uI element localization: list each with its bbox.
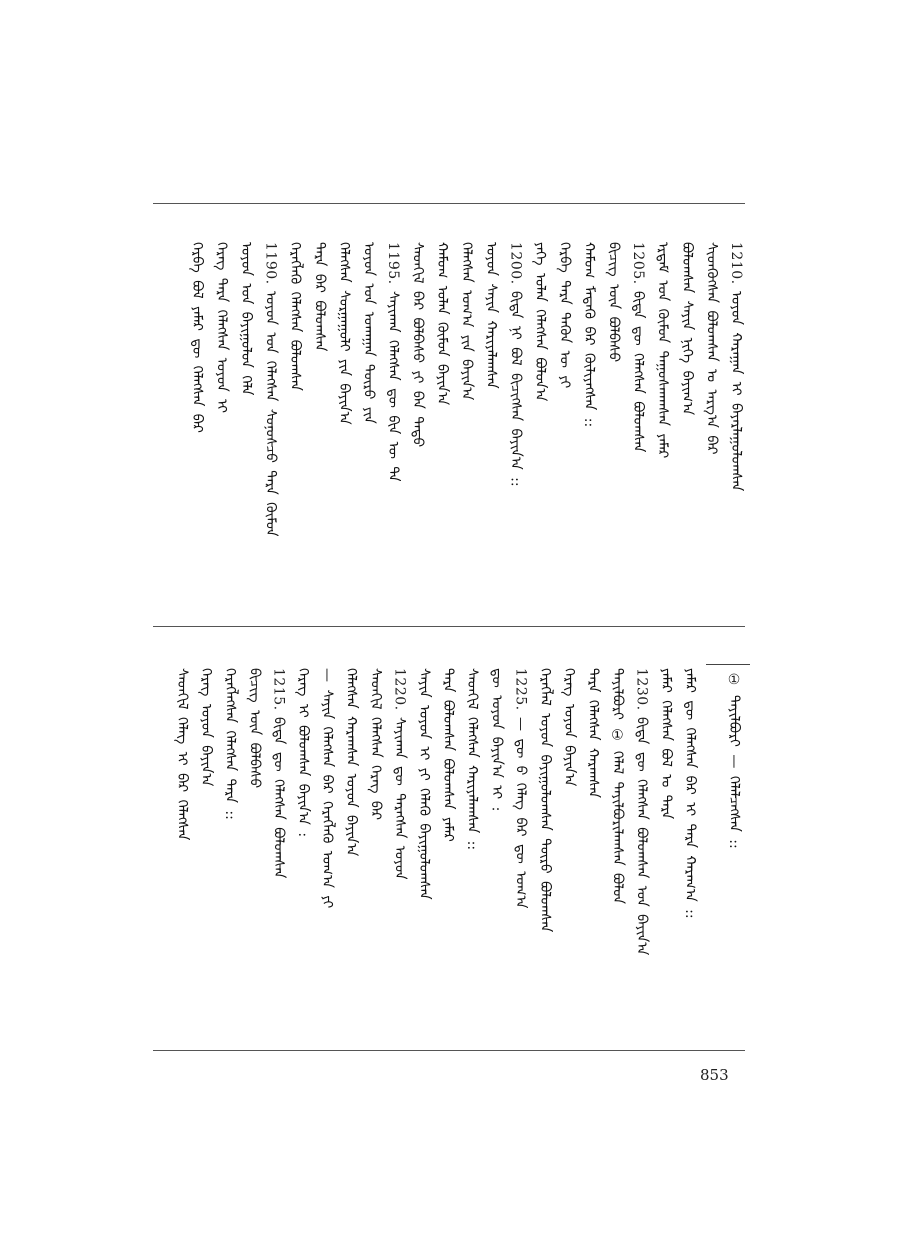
- verse-line: [457, 242, 477, 400]
- verse-text: ᠰᠡᠳᠬᠢᠯ ᠬᠡᠯᠡᠭᠰᠡᠨ ᠬᠡᠷᠡᠭ ᠪᠠᠷ: [367, 668, 384, 821]
- top-rule: [153, 203, 745, 204]
- verse-line: [506, 242, 526, 486]
- verse-line: [196, 668, 216, 786]
- verse-line: [293, 668, 313, 837]
- verse-line: [511, 668, 531, 908]
- verse-line: [656, 668, 676, 819]
- line-number: 1225.: [512, 668, 529, 711]
- verse-text: ᠲᠡᠷᠡ ᠬᠡᠯᠡᠭᠰᠡᠨ ᠬᠠᠷᠠᠭᠰᠠᠨ: [585, 668, 602, 799]
- verse-text: ᠪᠢᠳᠡ ᠳᠦ ᠬᠡᠯᠡᠭᠰᠡᠨ ᠪᠣᠯᠤᠭᠰᠠᠨ: [270, 716, 287, 878]
- verse-line: [607, 668, 627, 904]
- line-number: 1205.: [630, 242, 646, 285]
- footnote-marker: ①: [726, 672, 742, 689]
- verse-text: ᠪᠢᠳᠡ ᠨᠢ ᠪᠣᠯ ᠪᠢᠴᠢᠭᠰᠡᠨ ᠪᠠᠶᠢᠨ᠎ᠠ ::: [507, 290, 524, 487]
- verse-text: ᠪᠢᠴᠢᠭ ᠦᠨ ᠪᠣᠯᠪᠠᠰᠤ: [605, 242, 622, 363]
- verse-line: [432, 242, 452, 405]
- verse-text: ᠬᠡᠷᠡᠭ ᠢ ᠪᠣᠯᠤᠭᠰᠠᠨ ᠪᠠᠶᠢᠨ᠎ᠠ :: [294, 668, 311, 838]
- verse-text: ᠬᠡᠷᠪᠡ ᠪᠣᠯ ᠶᠠᠮᠠᠷ ᠳᠦ ᠬᠡᠯᠡᠭᠰᠡᠨ ᠪᠠᠷ: [189, 242, 205, 433]
- middle-rule: [153, 626, 745, 627]
- verse-text: ᠳᠦ ᠣᠶᠤᠨ ᠪᠠᠶᠢᠨ᠎ᠠ ᠢ :: [488, 668, 505, 812]
- verse-line: [486, 668, 506, 811]
- verse-text: ᠰᠢᠳᠬᠦᠭᠰᠡᠨ ᠪᠣᠯᠤᠭᠰᠠᠨ ᠤ ᠠᠷᠭ᠎ᠠ ᠪᠠᠷ: [703, 242, 720, 455]
- verse-line: [680, 668, 700, 919]
- verse-text: ᠣᠶᠤᠨ ᠤᠨ ᠤᠬᠠᠭᠠᠨ ᠲᠦᠷᠦ ᠶᠢᠨ: [360, 242, 377, 424]
- verse-text: ᠪᠢᠴᠢᠭ ᠦᠨ ᠪᠣᠯᠪᠠᠰᠤ: [246, 668, 263, 789]
- verse-line: [438, 668, 458, 842]
- verse-text: ᠬᠡᠷᠡᠭ ᠣᠶᠤᠨ ᠪᠠᠶᠢᠨ᠎ᠠ: [561, 668, 577, 787]
- verse-line: [408, 242, 428, 447]
- verse-text: ᠬᠡᠷᠡᠭᠯᠡᠯ ᠣᠶᠤᠨ ᠪᠠᠶᠢᠭᠤᠯᠤᠭᠰᠠᠨ ᠲᠦᠷᠦ ᠪᠣᠯᠤᠭᠰᠠᠨ: [536, 668, 553, 933]
- verse-line: [555, 242, 575, 388]
- verse-line: [583, 668, 603, 798]
- verse-text: ᠲᠠᠶᠢᠯᠪᠤᠷᠢ ① ᠬᠡᠯᠡᠯ ᠲᠠᠶᠢᠯᠪᠤᠷᠢᠯᠠᠭᠰᠠᠨ ᠪᠣᠯᠤᠨ: [609, 668, 626, 905]
- verse-text: ᠶᠠᠮᠠᠷ ᠬᠡᠯᠡᠭᠰᠡᠨ ᠪᠣᠯ ᠤ ᠲᠡᠷᠡ: [657, 668, 674, 820]
- verse-text: ᠰᠠᠶᠢᠨ ᠣᠶᠤᠨ ᠢ ᠶᠢ ᠬᠡᠯᠡᠬᠦ ᠪᠠᠶᠢᠭᠤᠯᠤᠭᠰᠠᠨ: [415, 668, 432, 900]
- verse-line: [365, 668, 385, 820]
- verse-line: [390, 668, 410, 879]
- verse-text: ᠬᠡᠯᠡᠭᠰᠡᠨ ᠤᠭ᠎ᠠ ᠶᠢᠨ ᠪᠠᠶᠢᠨ᠎ᠠ: [458, 242, 475, 401]
- verse-line: [535, 668, 555, 932]
- verse-text: — ᠰᠠᠶᠢᠨ ᠬᠡᠯᠡᠭᠰᠡᠨ ᠪᠠᠷ ᠬᠡᠷᠡᠭᠯᠡᠬᠦ ᠤᠭ᠎ᠠ ᠶᠢ: [319, 668, 335, 909]
- footnote-text: ᠲᠠᠶᠢᠯᠪᠤᠷᠢ — ᠬᠡᠯᠡᠯᠴᠡᠭᠰᠡᠨ ::: [726, 694, 742, 849]
- verse-text: ᠡᠷᠳᠡᠮ ᠤᠨ ᠬᠦᠮᠦᠨ ᠳᠠᠭᠤᠰᠬᠠᠭᠰᠠᠨ ᠶᠠᠮᠠᠷ: [654, 242, 671, 459]
- verse-line: [628, 242, 648, 452]
- verse-line: [726, 242, 746, 491]
- verse-text: ᠲᠡᠷᠡ ᠪᠠᠷ ᠪᠣᠯᠤᠭᠰᠠᠨ: [311, 242, 328, 352]
- verse-text: ᠪᠣᠯᠤᠭᠰᠠᠨ ᠰᠠᠶᠢᠨ ᠨᠢᠭᠡ ᠪᠠᠶᠢᠭ᠎ᠠ: [679, 242, 695, 416]
- verse-line: [317, 668, 337, 908]
- verse-line: [579, 242, 599, 427]
- verse-text: ᠬᠡᠷᠡᠭᠯᠡᠬᠦ ᠬᠡᠯᠡᠭᠰᠡᠨ ᠪᠣᠯᠤᠭᠰᠠᠨ: [287, 242, 303, 391]
- line-number: 1200.: [507, 242, 524, 285]
- line-number: 1215.: [270, 668, 287, 711]
- verse-text: ᠬᠡᠷᠡᠭ ᠣᠶᠤᠨ ᠪᠠᠶᠢᠨ᠎ᠠ: [198, 668, 214, 787]
- verse-line: [244, 668, 264, 788]
- verse-line: [341, 668, 361, 856]
- verse-text: ᠬᠡᠯᠡᠭᠰᠡᠨ ᠬᠠᠷᠠᠭᠰᠠᠨ ᠣᠶᠤᠨ ᠪᠠᠶᠢᠨ᠎ᠠ: [343, 668, 360, 857]
- verse-line: [261, 242, 281, 536]
- verse-text: ᠰᠡᠳᠬᠢᠯ ᠬᠡᠯᠡᠭ ᠢ ᠪᠠᠷ ᠬᠡᠯᠡᠭᠰᠡᠨ: [173, 668, 190, 841]
- verse-line: [632, 668, 652, 955]
- verse-line: [604, 242, 624, 362]
- verse-text: ᠰᠠᠶᠢᠬᠠᠨ ᠬᠡᠯᠡᠭᠰᠡᠨ ᠳᠦ ᠪᠢᠨ ᠦ ᠲᠡ: [385, 290, 401, 482]
- verse-line: [220, 668, 240, 820]
- verse-text: ᠣᠶᠤᠨ ᠰᠠᠶᠢᠨ ᠬᠠᠷᠢᠶᠠᠯᠠᠭᠰᠠᠨ: [483, 242, 499, 389]
- verse-text: ᠬᠠᠮᠤᠭ ᠤᠯᠠᠨ ᠬᠦᠮᠦᠨ ᠪᠠᠶᠢᠨ᠎ᠠ: [434, 242, 450, 406]
- verse-line: [653, 242, 673, 458]
- line-number: 1190.: [262, 242, 279, 285]
- verse-text: ᠬᠡᠷᠪᠡ ᠲᠡᠷᠡ ᠲᠡᠭᠦᠨ ᠦ ᠶᠢ: [556, 242, 573, 389]
- verse-line: [702, 242, 722, 455]
- verse-text: ᠶᠠᠮᠠᠷ ᠳᠦ ᠬᠡᠯᠡᠭᠰᠡᠨ ᠪᠠᠷ ᠢ ᠲᠡᠷᠡ ᠬᠠᠷᠠᠭ᠎ᠠ ::: [682, 668, 698, 919]
- verse-line: [285, 242, 305, 391]
- verse-text: ᠬᠡᠷᠡᠭ ᠲᠡᠷᠡ ᠬᠡᠯᠡᠭᠰᠡᠨ ᠣᠶᠤᠨ ᠢ: [213, 242, 230, 414]
- verse-text: ᠬᠠᠮᠤᠭ ᠮᠡᠳᠡᠬᠦ ᠪᠡᠷ ᠬᠦᠯᠢᠶᠡᠭᠰᠡᠨ ::: [581, 242, 597, 428]
- verse-line: [383, 242, 403, 481]
- line-number: 1230.: [633, 668, 650, 711]
- line-number: 1220.: [391, 668, 408, 711]
- verse-text: ᠰᠡᠳᠬᠢᠯ ᠪᠠᠷ ᠪᠣᠯᠪᠠᠰᠤ ᠶᠢ ᠪᠡᠨ ᠲᠡᠳᠦ: [409, 242, 426, 448]
- verse-text: — ᠳᠦ ᠪ ᠬᠡᠯᠡᠭ ᠪᠠᠷ ᠳᠦ ᠤᠭ᠎ᠠ: [512, 716, 529, 909]
- verse-line: [359, 242, 379, 424]
- verse-text: ᠬᠡᠯᠡᠭᠰᠡᠨ ᠰᠤᠷᠭᠠᠭᠤᠯᠢ ᠶᠢᠨ ᠪᠠᠶᠢᠨ᠎ᠠ: [336, 242, 352, 425]
- verse-line: [462, 668, 482, 850]
- footnote-rule: [706, 664, 750, 665]
- verse-line: [187, 242, 207, 433]
- verse-line: [212, 242, 232, 413]
- verse-text: ᠣᠶᠤᠨ ᠤᠨ ᠬᠡᠯᠡᠭᠰᠡᠨ ᠰᠣᠨᠣᠰᠴᠤ ᠲᠡᠷᠡ ᠬᠦᠮᠦᠨ: [262, 290, 279, 537]
- footnote: [724, 672, 744, 848]
- verse-line: [172, 668, 192, 840]
- verse-text: ᠣᠶᠤᠨ ᠬᠠᠷᠠᠭᠠᠨ ᠢ ᠪᠠᠶᠠᠷᠯᠠᠭᠤᠯᠤᠭᠰᠠᠨ: [728, 290, 744, 491]
- verse-line: [481, 242, 501, 389]
- page-number: 853: [700, 1066, 729, 1084]
- verse-line: [334, 242, 354, 425]
- line-number: 1195.: [385, 242, 401, 285]
- verse-text: ᠶᠡᠬᠡ ᠤᠯᠠᠨ ᠬᠡᠯᠡᠭᠰᠡᠨ ᠪᠣᠯᠤᠨ᠎ᠠ: [532, 242, 548, 402]
- verse-line: [236, 242, 256, 395]
- verse-text: ᠲᠡᠷᠡ ᠪᠣᠯᠤᠭᠰᠠᠨ ᠪᠣᠯᠤᠭᠰᠠᠨ ᠶᠠᠮᠠᠷ: [440, 668, 456, 842]
- verse-text: ᠪᠢᠳᠡ ᠳᠦ ᠬᠡᠯᠡᠭᠰᠡᠨ ᠪᠣᠯᠤᠭᠰᠠᠨ ᠤᠨ ᠪᠠᠶᠢᠨ᠎ᠠ: [633, 716, 650, 955]
- line-number: 1210.: [728, 242, 744, 285]
- verse-line: [414, 668, 434, 900]
- verse-line: [530, 242, 550, 401]
- verse-line: [559, 668, 579, 786]
- verse-text: ᠰᠠᠶᠢᠬᠠᠨ ᠳᠦ ᠲᠡᠷᠡᠭᠰᠡᠨ ᠣᠶᠤᠨ: [391, 716, 408, 880]
- verse-text: ᠬᠡᠷᠡᠭᠯᠡᠭᠰᠡᠨ ᠬᠡᠯᠡᠭᠰᠡᠨ ᠲᠡᠷᠡ ::: [222, 668, 239, 820]
- verse-line: [310, 242, 330, 351]
- verse-line: [677, 242, 697, 415]
- verse-text: ᠣᠶᠤᠨ ᠤᠨ ᠪᠠᠶᠢᠭᠤᠯᠤᠨ ᠬᠡᠯᠡ: [238, 242, 254, 396]
- bottom-rule: [153, 1050, 745, 1051]
- verse-text: ᠰᠡᠳᠬᠢᠯ ᠬᠡᠯᠡᠭᠰᠡᠨ ᠬᠠᠷᠢᠶᠠᠯᠠᠭᠰᠠᠨ ::: [464, 668, 481, 851]
- verse-text: ᠪᠢᠳᠡ ᠳᠦ ᠬᠡᠯᠡᠭᠰᠡᠨ ᠪᠣᠯᠤᠭᠰᠠᠨ: [630, 290, 646, 452]
- verse-line: [269, 668, 289, 878]
